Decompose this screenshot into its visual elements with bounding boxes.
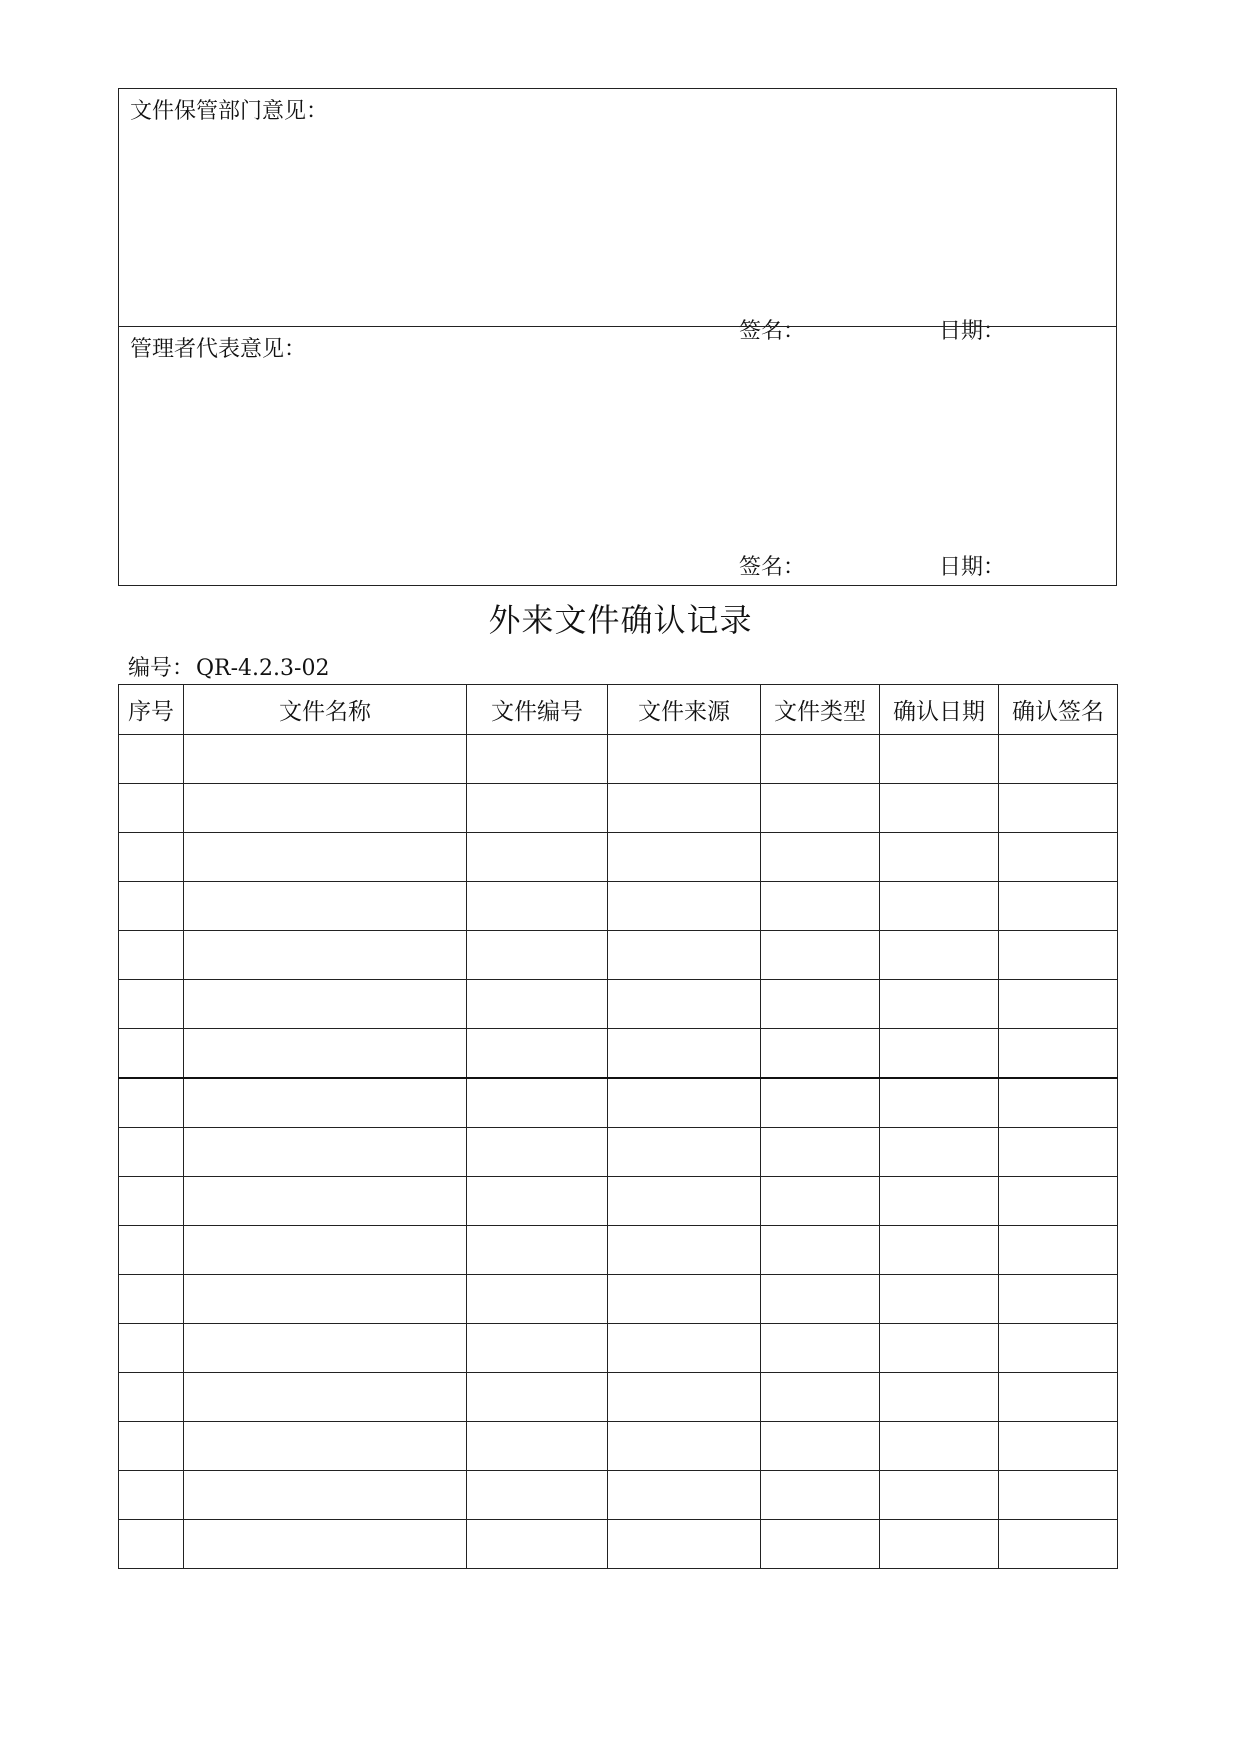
table-cell[interactable] [608,1373,761,1422]
table-cell[interactable] [999,833,1118,882]
header-cell: 文件名称 [184,685,467,735]
table-cell[interactable] [184,980,467,1029]
table-cell[interactable] [467,1422,608,1471]
table-cell[interactable] [761,1520,880,1569]
table-header-row [119,685,1118,735]
table-cell[interactable] [608,980,761,1029]
table-cell[interactable] [467,833,608,882]
table-cell[interactable] [761,931,880,980]
table-row [119,1226,1118,1275]
table-cell[interactable] [467,882,608,931]
form-number [128,654,329,684]
table-cell[interactable] [467,1226,608,1275]
table-cell[interactable] [608,784,761,833]
table-cell[interactable] [184,882,467,931]
table-cell[interactable] [119,882,184,931]
table-cell[interactable] [119,931,184,980]
table-cell[interactable] [608,1177,761,1226]
table-cell[interactable] [119,1275,184,1324]
table-cell[interactable] [608,931,761,980]
dept-sign-label: 签名： [739,319,806,344]
table-cell[interactable] [467,1177,608,1226]
table-cell[interactable] [608,1471,761,1520]
form-title: 外来文件确认记录 [488,601,753,639]
table-cell[interactable] [761,980,880,1029]
table-row [119,1275,1118,1324]
table-cell[interactable] [467,931,608,980]
table-cell[interactable] [119,1471,184,1520]
table-cell[interactable] [999,1078,1118,1128]
table-row [119,735,1118,784]
table-cell[interactable] [761,1226,880,1275]
table-cell[interactable] [999,931,1118,980]
table-cell[interactable] [184,1422,467,1471]
table-row [119,1177,1118,1226]
table-cell[interactable] [184,1177,467,1226]
table-cell[interactable] [880,1422,999,1471]
table-cell[interactable] [119,833,184,882]
table-cell[interactable] [999,1520,1118,1569]
dept-opinion-box [118,88,1117,344]
table-row [119,1324,1118,1373]
table-cell[interactable] [880,1226,999,1275]
table-cell[interactable] [761,1128,880,1177]
table-cell[interactable] [761,735,880,784]
table-cell[interactable] [880,1471,999,1520]
header-cell: 序号 [119,685,184,735]
table-cell[interactable] [608,1422,761,1471]
table-cell[interactable] [880,1128,999,1177]
table-row [119,1422,1118,1471]
table-cell[interactable] [467,1520,608,1569]
table-cell[interactable] [184,1373,467,1422]
table-cell[interactable] [761,882,880,931]
table-cell[interactable] [761,784,880,833]
table-cell[interactable] [119,735,184,784]
table-cell[interactable] [184,1520,467,1569]
table-cell[interactable] [119,1226,184,1275]
table-row [119,833,1118,882]
table-cell[interactable] [608,882,761,931]
table-cell[interactable] [999,1324,1118,1373]
table-cell[interactable] [184,735,467,784]
table-cell[interactable] [608,1275,761,1324]
table-cell[interactable] [608,1226,761,1275]
table-cell[interactable] [880,1520,999,1569]
table-cell[interactable] [184,1324,467,1373]
table-cell[interactable] [119,1520,184,1569]
table-cell[interactable] [880,784,999,833]
table-row [119,1078,1118,1128]
table-cell[interactable] [999,784,1118,833]
table-cell[interactable] [608,1128,761,1177]
table-cell[interactable] [119,980,184,1029]
table-cell[interactable] [467,980,608,1029]
table-cell[interactable] [880,1029,999,1079]
table-cell[interactable] [119,1029,184,1079]
table-cell[interactable] [761,1275,880,1324]
table-cell[interactable] [184,1275,467,1324]
table-cell[interactable] [999,1422,1118,1471]
table-cell[interactable] [999,980,1118,1029]
table-cell[interactable] [119,1128,184,1177]
table-cell[interactable] [467,1471,608,1520]
table-row [119,882,1118,931]
table-row [119,784,1118,833]
table-cell[interactable] [184,1226,467,1275]
table-cell[interactable] [880,1078,999,1128]
table-cell[interactable] [880,735,999,784]
table-cell[interactable] [184,833,467,882]
table-cell[interactable] [119,1324,184,1373]
table-body [119,735,1118,1569]
table-row [119,1373,1118,1422]
header-cell: 确认日期 [880,685,999,735]
table-cell[interactable] [608,735,761,784]
table-cell[interactable] [119,1177,184,1226]
table-cell[interactable] [999,1275,1118,1324]
table-row [119,1520,1118,1569]
form-number-value: QR-4.2.3-02 [196,656,330,681]
table-cell[interactable] [761,1324,880,1373]
table-row [119,1029,1118,1079]
table-cell[interactable] [467,1373,608,1422]
table-cell[interactable] [999,1373,1118,1422]
table-cell[interactable] [119,784,184,833]
header-cell: 文件类型 [761,685,880,735]
dept-opinion-label: 文件保管部门意见： [130,99,329,124]
table-cell[interactable] [999,1177,1118,1226]
table-cell[interactable] [761,1471,880,1520]
table-cell[interactable] [608,1078,761,1128]
table-cell[interactable] [184,784,467,833]
table-cell[interactable] [119,1078,184,1128]
table-cell[interactable] [880,833,999,882]
table-cell[interactable] [184,1078,467,1128]
table-cell[interactable] [999,735,1118,784]
header-cell: 文件编号 [467,685,608,735]
table-cell[interactable] [880,1324,999,1373]
record-table [118,684,1118,1569]
table-cell[interactable] [761,1373,880,1422]
table-cell[interactable] [880,931,999,980]
header-cell: 确认签名 [999,685,1118,735]
table-cell[interactable] [467,1029,608,1079]
rep-opinion-box [118,326,1117,586]
table-cell[interactable] [467,784,608,833]
table-cell[interactable] [761,833,880,882]
table-cell[interactable] [119,1373,184,1422]
table-cell[interactable] [608,833,761,882]
table-cell[interactable] [880,1275,999,1324]
table-row [119,1471,1118,1520]
table-cell[interactable] [761,1177,880,1226]
table-cell[interactable] [608,1520,761,1569]
table-cell[interactable] [880,1373,999,1422]
table-cell[interactable] [880,882,999,931]
table-cell[interactable] [467,1128,608,1177]
table-cell[interactable] [880,1177,999,1226]
dept-date-label: 日期： [939,319,1006,344]
rep-sign-label: 签名： [739,555,806,580]
table-cell[interactable] [608,1029,761,1079]
table-cell[interactable] [761,1029,880,1079]
table-cell[interactable] [880,980,999,1029]
table-cell[interactable] [467,735,608,784]
table-cell[interactable] [467,1275,608,1324]
table-cell[interactable] [184,931,467,980]
header-cell: 文件来源 [608,685,761,735]
table-cell[interactable] [467,1078,608,1128]
table-cell[interactable] [608,1324,761,1373]
table-row [119,980,1118,1029]
table-row [119,1128,1118,1177]
table-cell[interactable] [999,1471,1118,1520]
rep-opinion-label: 管理者代表意见： [130,337,307,362]
table-cell[interactable] [119,1422,184,1471]
rep-date-label: 日期： [939,555,1006,580]
table-cell[interactable] [184,1471,467,1520]
table-cell[interactable] [999,1029,1118,1079]
table-cell[interactable] [184,1029,467,1079]
table-cell[interactable] [467,1324,608,1373]
table-cell[interactable] [761,1078,880,1128]
table-row [119,931,1118,980]
table-cell[interactable] [761,1422,880,1471]
form-number-label: 编号： [128,656,195,681]
table-cell[interactable] [184,1128,467,1177]
table-cell[interactable] [999,1128,1118,1177]
table-cell[interactable] [999,882,1118,931]
table-cell[interactable] [999,1226,1118,1275]
